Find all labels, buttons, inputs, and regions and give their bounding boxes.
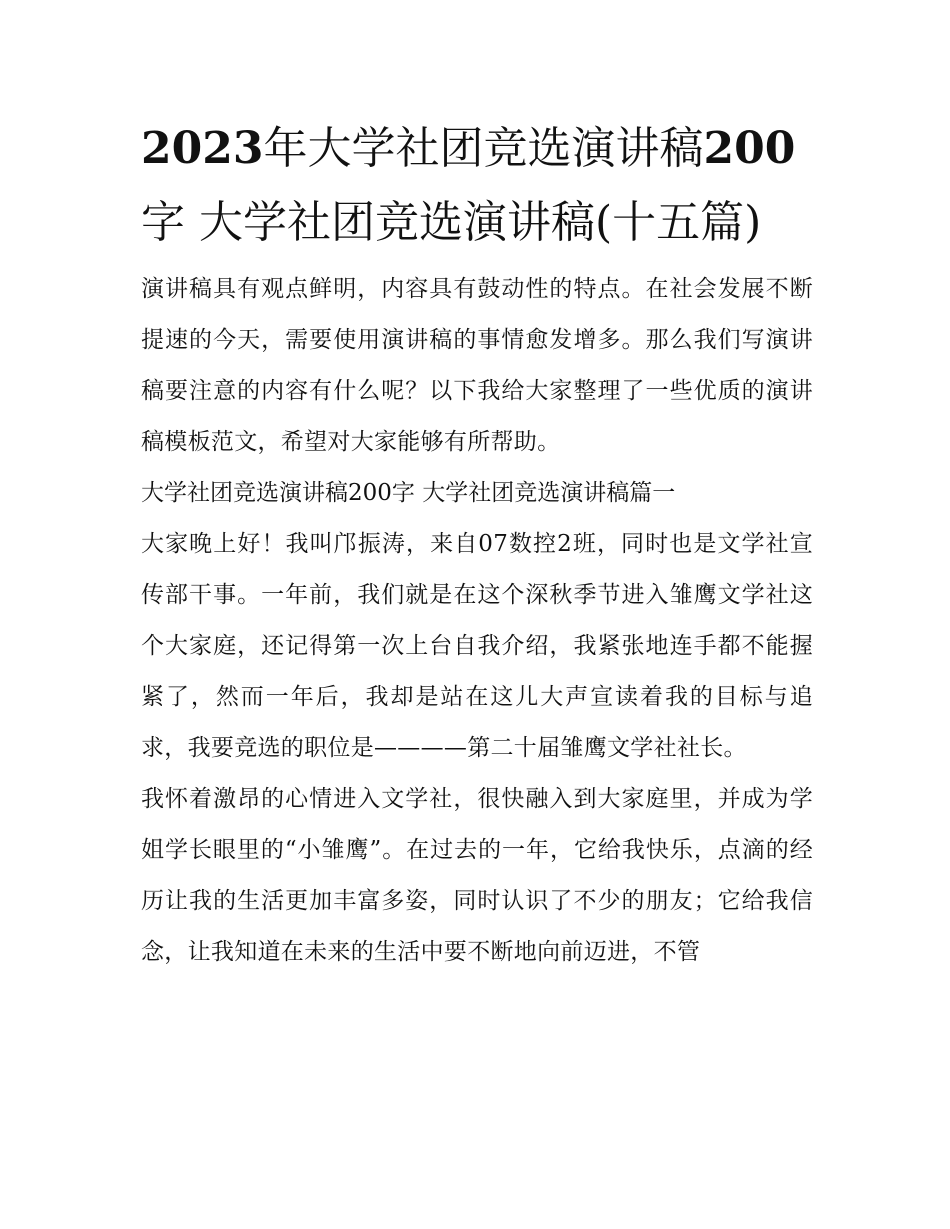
body-paragraph: 我怀着激昂的心情进入文学社，很快融入到大家庭里，并成为学姐学长眼里的“小雏鹰”。在过去的一年，它给我快乐，点滴的经历让我的生活更加丰富多姿，同时认识了不少的朋友；它给我信念，让我知道在未来的生活中要不断地向前迈进，不管 bbox=[141, 786, 813, 965]
document-page bbox=[141, 112, 813, 978]
section-heading: 大学社团竞选演讲稿200字 大学社团竞选演讲稿篇一 bbox=[141, 480, 676, 506]
intro-paragraph: 演讲稿具有观点鲜明，内容具有鼓动性的特点。在社会发展不断提速的今天，需要使用演讲稿的事情愈发增多。那么我们写演讲稿要注意的内容有什么呢？以下我给大家整理了一些优质的演讲稿模板范文，希望对大家能够有所帮助。 bbox=[141, 276, 813, 455]
body-paragraph: 大家晚上好！我叫邝振涛，来自07数控2班，同时也是文学社宣传部干事。一年前，我们就是在这个深秋季节进入雏鹰文学社这个大家庭，还记得第一次上台自我介绍，我紧张地连手都不能握紧了，然而一年后，我却是站在这儿大声宣读着我的目标与追求，我要竞选的职位是————第二十届雏鹰文学社社长。 bbox=[141, 531, 813, 761]
document-title: 2023年大学社团竞选演讲稿200字 大学社团竞选演讲稿(十五篇) bbox=[141, 123, 796, 248]
document-body bbox=[141, 264, 813, 978]
